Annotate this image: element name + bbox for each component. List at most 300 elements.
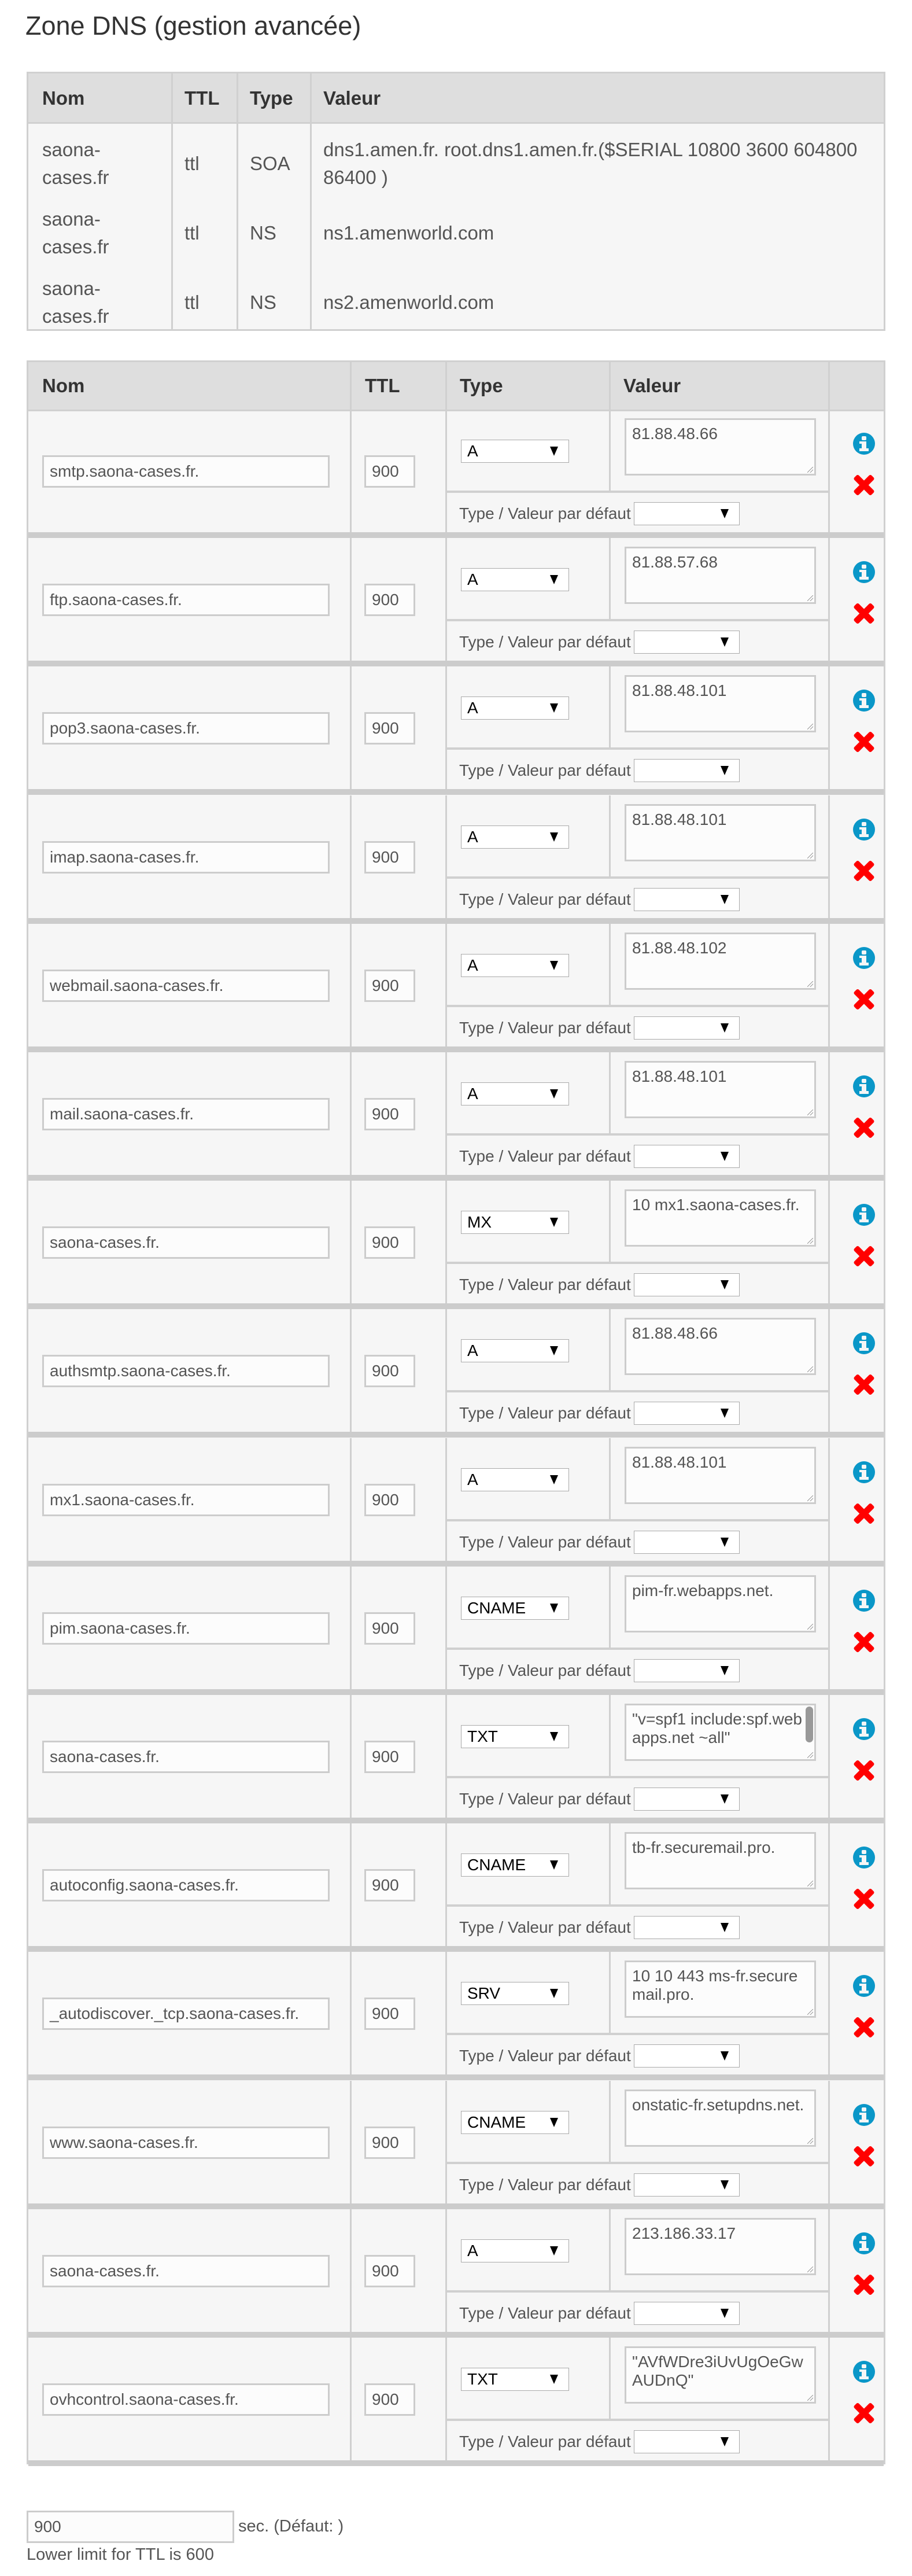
column-divider	[350, 795, 352, 918]
default-type-select[interactable]	[634, 759, 740, 782]
record-row	[28, 1823, 884, 1952]
record-row	[28, 2209, 884, 2338]
column-divider	[609, 666, 611, 747]
default-type-select[interactable]	[634, 1531, 740, 1554]
column-divider	[350, 666, 352, 789]
row-separator	[28, 1946, 884, 1952]
record-type-select[interactable]	[461, 1982, 569, 2005]
delete-icon[interactable]	[854, 731, 874, 752]
info-icon[interactable]	[853, 1461, 875, 1483]
default-ttl-input[interactable]: 900	[27, 2511, 234, 2543]
default-type-select[interactable]	[634, 1659, 740, 1682]
default-type-select[interactable]	[634, 2302, 740, 2325]
column-divider	[609, 1823, 611, 1904]
record-value-textarea[interactable]	[625, 2089, 816, 2147]
resize-grip-icon[interactable]	[807, 1110, 813, 1115]
chevron-down-icon	[721, 2309, 729, 2318]
static-row-ttl: ttl	[184, 292, 200, 313]
column-divider	[609, 795, 611, 876]
record-value-textarea[interactable]	[625, 1318, 816, 1375]
default-type-select[interactable]	[634, 631, 740, 654]
row-separator	[28, 661, 884, 666]
resize-grip-icon[interactable]	[807, 1881, 813, 1886]
row-subdivider	[446, 1648, 830, 1650]
column-divider	[350, 1052, 352, 1175]
record-type-value: A	[467, 2242, 478, 2260]
default-type-select[interactable]	[634, 1402, 740, 1425]
resize-grip-icon[interactable]	[807, 853, 813, 858]
record-ttl-input[interactable]: 900	[364, 1612, 415, 1645]
record-value-textarea[interactable]	[625, 804, 816, 861]
record-type-select[interactable]	[461, 1339, 569, 1362]
record-name-input[interactable]: pop3.saona-cases.fr.	[42, 712, 330, 745]
column-divider	[828, 1438, 830, 1561]
column-divider	[609, 2081, 611, 2162]
static-row-type: SOA	[250, 153, 290, 174]
column-divider	[609, 1567, 611, 1648]
resize-grip-icon[interactable]	[807, 1624, 813, 1630]
record-row	[28, 1567, 884, 1695]
column-divider	[445, 2338, 447, 2460]
chevron-down-icon	[721, 1538, 729, 1547]
record-row	[28, 538, 884, 666]
record-type-select[interactable]	[461, 2239, 569, 2262]
row-separator	[28, 1303, 884, 1309]
record-name-input[interactable]: smtp.saona-cases.fr.	[42, 455, 330, 488]
record-value-text: tb-fr.securemail.pro.	[632, 1838, 776, 1856]
record-ttl-input[interactable]: 900	[364, 1226, 415, 1259]
record-ttl-input[interactable]: 900	[364, 841, 415, 874]
row-subdivider	[446, 2290, 830, 2293]
info-icon[interactable]	[853, 561, 875, 583]
default-type-select[interactable]	[634, 2430, 740, 2453]
column-divider	[350, 1952, 352, 2074]
record-ttl-input[interactable]: 900	[364, 584, 415, 616]
row-subdivider	[446, 1133, 830, 1136]
chevron-down-icon	[721, 1023, 729, 1033]
record-ttl-input[interactable]: 900	[364, 1869, 415, 1901]
chevron-down-icon	[550, 2375, 558, 2384]
row-subdivider	[446, 491, 830, 493]
record-ttl-input[interactable]: 900	[364, 2127, 415, 2159]
static-table-header	[28, 73, 884, 124]
records-table-header	[28, 362, 884, 411]
column-divider	[310, 73, 312, 329]
record-value-text: 81.88.48.101	[632, 681, 727, 699]
static-row-type: NS	[250, 222, 276, 244]
record-ttl-input[interactable]: 900	[364, 970, 415, 1002]
column-divider	[828, 795, 830, 918]
info-icon[interactable]	[853, 690, 875, 712]
row-subdivider	[446, 1262, 830, 1264]
record-value-text: 81.88.48.101	[632, 1453, 727, 1471]
record-name-input[interactable]: saona-cases.fr.	[42, 1741, 330, 1773]
default-type-select[interactable]	[634, 1916, 740, 1939]
delete-icon[interactable]	[854, 2274, 874, 2295]
record-value-text: 81.88.48.66	[632, 1324, 718, 1342]
default-type-label: Type / Valeur par défaut	[459, 890, 631, 908]
record-type-select[interactable]	[461, 1853, 569, 1877]
default-type-select[interactable]	[634, 1145, 740, 1168]
static-row-value: ns1.amenworld.com	[323, 222, 494, 244]
static-row-ttl: ttl	[184, 222, 200, 244]
column-divider	[445, 1952, 447, 2074]
record-type-select[interactable]	[461, 1468, 569, 1491]
record-name-input[interactable]: mx1.saona-cases.fr.	[42, 1484, 330, 1516]
default-type-select[interactable]	[634, 2044, 740, 2068]
record-type-value: CNAME	[467, 1599, 526, 1617]
record-ttl-input[interactable]: 900	[364, 1098, 415, 1130]
row-separator	[28, 2074, 884, 2080]
header-valeur: Valeur	[623, 375, 681, 396]
delete-icon[interactable]	[854, 474, 874, 495]
column-divider	[609, 1695, 611, 1776]
record-row	[28, 2081, 884, 2209]
row-separator	[28, 2460, 884, 2466]
record-value-text: 10 10 443 ms-fr.securemail.pro.	[632, 1967, 798, 2003]
row-separator	[28, 1175, 884, 1181]
record-type-value: SRV	[467, 1984, 501, 2002]
info-icon[interactable]	[853, 2361, 875, 2383]
column-divider	[445, 1181, 447, 1303]
record-value-text: pim-fr.webapps.net.	[632, 1582, 774, 1600]
default-type-label: Type / Valeur par défaut	[459, 504, 631, 522]
record-value-textarea[interactable]	[625, 1575, 816, 1632]
delete-icon[interactable]	[854, 1631, 874, 1652]
row-separator	[28, 1561, 884, 1567]
default-type-select[interactable]	[634, 1788, 740, 1811]
record-name-input[interactable]: saona-cases.fr.	[42, 2255, 330, 2287]
record-type-select[interactable]	[461, 1725, 569, 1748]
record-type-value: A	[467, 1342, 478, 1359]
record-ttl-input[interactable]: 900	[364, 2383, 415, 2416]
row-separator	[28, 1432, 884, 1438]
resize-grip-icon[interactable]	[807, 1366, 813, 1372]
row-separator	[28, 1689, 884, 1695]
chevron-down-icon	[721, 766, 729, 775]
record-value-textarea[interactable]	[625, 2218, 816, 2275]
record-row	[28, 924, 884, 1052]
column-divider	[609, 410, 611, 491]
column-divider	[828, 1181, 830, 1303]
info-icon[interactable]	[853, 819, 875, 841]
record-value-textarea[interactable]	[625, 675, 816, 732]
record-value-textarea[interactable]	[625, 1061, 816, 1118]
row-separator	[28, 789, 884, 795]
delete-icon[interactable]	[854, 2402, 874, 2423]
default-type-label: Type / Valeur par défaut	[459, 1276, 631, 1293]
record-type-value: A	[467, 956, 478, 974]
record-value-textarea[interactable]	[625, 1960, 816, 2018]
record-name-input[interactable]: pim.saona-cases.fr.	[42, 1612, 330, 1645]
info-icon[interactable]	[853, 947, 875, 969]
chevron-down-icon	[550, 447, 558, 456]
record-value-textarea[interactable]	[625, 1189, 816, 1247]
record-type-select[interactable]	[461, 696, 569, 720]
column-divider	[609, 1952, 611, 2033]
record-type-value: A	[467, 570, 478, 588]
record-name-input[interactable]: _autodiscover._tcp.saona-cases.fr.	[42, 1998, 330, 2030]
default-type-select[interactable]	[634, 1273, 740, 1296]
column-divider	[828, 2209, 830, 2332]
chevron-down-icon	[550, 961, 558, 970]
info-icon[interactable]	[853, 1975, 875, 1997]
resize-grip-icon[interactable]	[807, 2267, 813, 2272]
column-divider	[350, 2209, 352, 2332]
static-row-value: dns1.amen.fr. root.dns1.amen.fr.($SERIAL 10800 3600 604800 86400 )	[323, 139, 858, 188]
chevron-down-icon	[721, 1794, 729, 1804]
record-value-text: 81.88.48.66	[632, 425, 718, 443]
record-name-input[interactable]: saona-cases.fr.	[42, 1226, 330, 1259]
record-type-value: CNAME	[467, 1856, 526, 1874]
resize-grip-icon[interactable]	[807, 1495, 813, 1501]
resize-grip-icon[interactable]	[807, 981, 813, 987]
chevron-down-icon	[550, 1989, 558, 1998]
record-row	[28, 666, 884, 795]
record-name-input[interactable]: ftp.saona-cases.fr.	[42, 584, 330, 616]
column-divider	[609, 1438, 611, 1519]
chevron-down-icon	[550, 1475, 558, 1484]
row-subdivider	[446, 747, 830, 750]
record-ttl-input[interactable]: 900	[364, 1355, 415, 1387]
record-type-value: TXT	[467, 1727, 498, 1745]
record-value-textarea[interactable]	[625, 1704, 816, 1761]
record-type-value: A	[467, 699, 478, 717]
chevron-down-icon	[550, 1604, 558, 1613]
header-nom: Nom	[42, 375, 85, 396]
record-type-select[interactable]	[461, 1211, 569, 1234]
column-divider	[828, 924, 830, 1046]
static-row-name: saona-cases.fr	[42, 208, 109, 257]
column-divider	[445, 1309, 447, 1432]
resize-grip-icon[interactable]	[807, 467, 813, 473]
record-type-select[interactable]	[461, 954, 569, 977]
column-divider	[609, 538, 611, 619]
row-separator	[28, 1046, 884, 1052]
chevron-down-icon	[550, 703, 558, 713]
column-divider	[350, 924, 352, 1046]
record-ttl-input[interactable]: 900	[364, 2255, 415, 2287]
column-divider	[609, 362, 611, 410]
record-value-text: "v=spf1 include:spf.webapps.net ~all"	[632, 1710, 802, 1746]
chevron-down-icon	[550, 832, 558, 842]
resize-grip-icon[interactable]	[807, 2395, 813, 2401]
record-type-value: A	[467, 442, 478, 460]
column-divider	[609, 924, 611, 1005]
default-type-label: Type / Valeur par défaut	[459, 2047, 631, 2065]
delete-icon[interactable]	[854, 1245, 874, 1266]
row-subdivider	[446, 1904, 830, 1907]
default-type-select[interactable]	[634, 888, 740, 911]
record-name-input[interactable]: imap.saona-cases.fr.	[42, 841, 330, 874]
record-ttl-input[interactable]: 900	[364, 712, 415, 745]
chevron-down-icon	[721, 1152, 729, 1161]
info-icon[interactable]	[853, 1590, 875, 1612]
chevron-down-icon	[721, 1923, 729, 1932]
default-type-label: Type / Valeur par défaut	[459, 1918, 631, 1936]
resize-grip-icon[interactable]	[807, 724, 813, 729]
record-value-text: 81.88.48.101	[632, 1067, 727, 1085]
column-divider	[350, 538, 352, 661]
row-subdivider	[446, 619, 830, 621]
resize-grip-icon[interactable]	[807, 2138, 813, 2144]
header-nom: Nom	[42, 87, 85, 109]
page-title: Zone DNS (gestion avancée)	[25, 11, 361, 40]
default-type-select[interactable]	[634, 2173, 740, 2197]
column-divider	[445, 2209, 447, 2332]
header-ttl: TTL	[365, 375, 400, 396]
dns-records-table	[27, 360, 885, 2464]
column-divider	[828, 2338, 830, 2460]
chevron-down-icon	[721, 2437, 729, 2446]
info-icon[interactable]	[853, 1204, 875, 1226]
row-separator	[28, 918, 884, 924]
column-divider	[350, 1567, 352, 1689]
column-divider	[828, 666, 830, 789]
resize-grip-icon[interactable]	[807, 2009, 813, 2015]
default-type-label: Type / Valeur par défaut	[459, 1019, 631, 1037]
record-value-textarea[interactable]	[625, 418, 816, 476]
column-divider	[828, 1567, 830, 1689]
record-type-select[interactable]	[461, 1082, 569, 1105]
row-subdivider	[446, 1005, 830, 1007]
record-type-select[interactable]	[461, 568, 569, 591]
column-divider	[445, 1823, 447, 1946]
column-divider	[171, 73, 173, 329]
chevron-down-icon	[550, 2246, 558, 2256]
record-ttl-input[interactable]: 900	[364, 1998, 415, 2030]
record-value-textarea[interactable]	[625, 933, 816, 990]
column-divider	[350, 1695, 352, 1818]
row-separator	[28, 2332, 884, 2338]
record-value-text: 81.88.57.68	[632, 553, 718, 571]
record-value-text: 81.88.48.101	[632, 810, 727, 828]
info-icon[interactable]	[853, 2104, 875, 2126]
column-divider	[828, 410, 830, 532]
default-type-label: Type / Valeur par défaut	[459, 1790, 631, 1808]
header-ttl: TTL	[184, 87, 220, 109]
default-type-select[interactable]	[634, 1016, 740, 1040]
row-subdivider	[446, 876, 830, 879]
column-divider	[350, 2338, 352, 2460]
record-name-input[interactable]: autoconfig.saona-cases.fr.	[42, 1869, 330, 1901]
delete-icon[interactable]	[854, 2017, 874, 2037]
delete-icon[interactable]	[854, 603, 874, 624]
default-type-label: Type / Valeur par défaut	[459, 1661, 631, 1679]
delete-icon[interactable]	[854, 2146, 874, 2166]
record-value-text: onstatic-fr.setupdns.net.	[632, 2096, 804, 2114]
record-type-select[interactable]	[461, 826, 569, 849]
chevron-down-icon	[550, 1860, 558, 1870]
column-divider	[350, 1823, 352, 1946]
header-type: Type	[250, 87, 293, 109]
delete-icon[interactable]	[854, 1374, 874, 1395]
header-valeur: Valeur	[323, 87, 381, 109]
record-type-select[interactable]	[461, 2368, 569, 2391]
static-row-name: saona-cases.fr	[42, 278, 109, 327]
record-name-input[interactable]: authsmtp.saona-cases.fr.	[42, 1355, 330, 1387]
chevron-down-icon	[721, 1280, 729, 1289]
delete-icon[interactable]	[854, 1503, 874, 1524]
header-type: Type	[460, 375, 503, 396]
record-value-textarea[interactable]	[625, 2346, 816, 2404]
info-icon[interactable]	[853, 2232, 875, 2254]
textarea-scrollbar[interactable]	[806, 1707, 813, 1742]
default-type-label: Type / Valeur par défaut	[459, 633, 631, 651]
record-ttl-input[interactable]: 900	[364, 1484, 415, 1516]
row-subdivider	[446, 2419, 830, 2421]
record-name-input[interactable]: mail.saona-cases.fr.	[42, 1098, 330, 1130]
row-subdivider	[446, 1390, 830, 1392]
static-row-name: saona-cases.fr	[42, 139, 109, 188]
column-divider	[828, 1309, 830, 1432]
default-type-label: Type / Valeur par défaut	[459, 2433, 631, 2450]
record-ttl-input[interactable]: 900	[364, 455, 415, 488]
delete-icon[interactable]	[854, 1117, 874, 1138]
column-divider	[350, 1181, 352, 1303]
record-value-text: 10 mx1.saona-cases.fr.	[632, 1196, 800, 1214]
column-divider	[828, 1952, 830, 2074]
ttl-lower-limit-note: Lower limit for TTL is 600	[27, 2545, 214, 2564]
chevron-down-icon	[721, 1666, 729, 1675]
default-type-select[interactable]	[634, 502, 740, 525]
info-icon[interactable]	[853, 1847, 875, 1869]
record-name-input[interactable]: webmail.saona-cases.fr.	[42, 970, 330, 1002]
delete-icon[interactable]	[854, 860, 874, 881]
column-divider	[445, 1567, 447, 1689]
record-value-text: 81.88.48.102	[632, 939, 727, 957]
row-separator	[28, 532, 884, 538]
record-value-textarea[interactable]	[625, 1832, 816, 1889]
column-divider	[828, 538, 830, 661]
column-divider	[828, 1695, 830, 1818]
info-icon[interactable]	[853, 1718, 875, 1740]
column-divider	[609, 1052, 611, 1133]
column-divider	[828, 362, 830, 410]
resize-grip-icon[interactable]	[807, 1238, 813, 1244]
record-type-select[interactable]	[461, 440, 569, 463]
chevron-down-icon	[550, 1218, 558, 1227]
row-subdivider	[446, 2033, 830, 2035]
delete-icon[interactable]	[854, 1760, 874, 1781]
record-type-select[interactable]	[461, 2111, 569, 2134]
chevron-down-icon	[721, 1409, 729, 1418]
record-name-input[interactable]: ovhcontrol.saona-cases.fr.	[42, 2383, 330, 2416]
chevron-down-icon	[721, 895, 729, 904]
record-ttl-input[interactable]: 900	[364, 1741, 415, 1773]
resize-grip-icon[interactable]	[807, 595, 813, 601]
record-row	[28, 1438, 884, 1567]
delete-icon[interactable]	[854, 989, 874, 1009]
record-value-textarea[interactable]	[625, 1447, 816, 1504]
column-divider	[445, 795, 447, 918]
column-divider	[609, 2209, 611, 2290]
chevron-down-icon	[721, 637, 729, 647]
delete-icon[interactable]	[854, 1888, 874, 1909]
resize-grip-icon[interactable]	[807, 1752, 813, 1758]
record-value-textarea[interactable]	[625, 547, 816, 604]
static-row-type: NS	[250, 292, 276, 313]
record-type-value: A	[467, 828, 478, 846]
info-icon[interactable]	[853, 433, 875, 455]
default-type-label: Type / Valeur par défaut	[459, 2304, 631, 2322]
info-icon[interactable]	[853, 1075, 875, 1097]
record-name-input[interactable]: www.saona-cases.fr.	[42, 2127, 330, 2159]
chevron-down-icon	[550, 2118, 558, 2127]
default-type-label: Type / Valeur par défaut	[459, 1147, 631, 1165]
info-icon[interactable]	[853, 1332, 875, 1354]
record-type-select[interactable]	[461, 1597, 569, 1620]
